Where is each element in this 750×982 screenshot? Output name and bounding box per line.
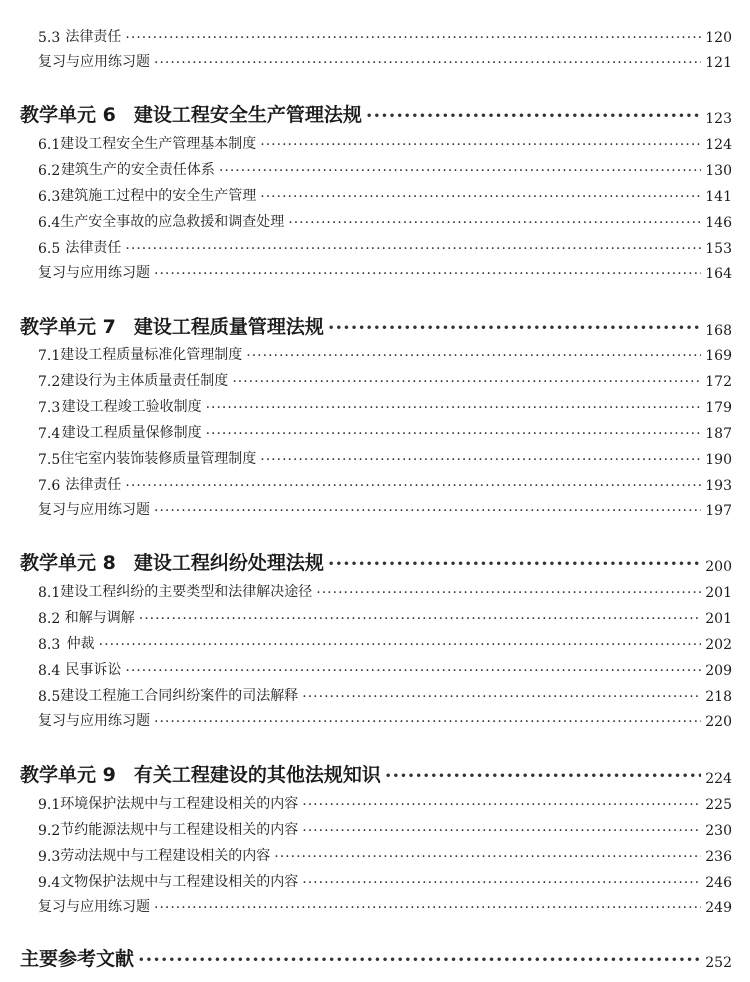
entry-title: 复习与应用练习题 (38, 265, 150, 281)
entry-number: 9.2 (38, 823, 61, 839)
unit-number: 教学单元 8 (20, 552, 116, 574)
entry-title: 建设工程安全生产管理基本制度 (60, 136, 257, 152)
entry-number: 6.2 (38, 163, 61, 179)
entry-title: 法律责任 (65, 29, 122, 45)
page-number: 202 (705, 637, 732, 653)
entry-title: 建设工程纠纷的主要类型和法律解决途径 (60, 584, 313, 600)
unit-number: 教学单元 7 (20, 316, 116, 338)
leader-dots (302, 689, 701, 705)
leader-dots (154, 266, 701, 282)
entry-number: 7.5 (38, 452, 61, 468)
leader-dots (366, 105, 701, 127)
entry-number: 8.3 (38, 637, 61, 653)
entry-number: 7.3 (38, 400, 61, 416)
leader-dots (138, 949, 701, 971)
page-number: 220 (705, 714, 732, 730)
entry-title: 复习与应用练习题 (38, 54, 150, 70)
unit-number: 教学单元 6 (20, 104, 116, 126)
page-number: 209 (705, 663, 732, 679)
page-number: 224 (705, 771, 732, 787)
page-number: 246 (705, 875, 732, 891)
entry-title: 民事诉讼 (65, 662, 122, 678)
toc-entry[interactable] (38, 867, 732, 891)
entry-number: 7.2 (38, 374, 61, 390)
leader-dots (206, 426, 702, 442)
page-number: 172 (705, 374, 732, 390)
leader-dots (316, 585, 701, 601)
entry-number: 6.4 (38, 215, 61, 231)
toc-entry[interactable] (38, 340, 732, 364)
page-number: 124 (705, 137, 732, 153)
toc-entry[interactable] (38, 155, 732, 179)
page-number: 230 (705, 823, 732, 839)
page-number: 249 (705, 900, 732, 916)
page-number: 168 (705, 323, 732, 339)
page-number: 201 (705, 585, 732, 601)
entry-title: 住宅室内装饰装修质量管理制度 (60, 451, 257, 467)
unit-title: 建设工程质量管理法规 (133, 316, 324, 338)
entry-title: 节约能源法规中与工程建设相关的内容 (60, 822, 299, 838)
page-number: 190 (705, 452, 732, 468)
toc-entry-review[interactable] (38, 892, 732, 916)
entry-title: 复习与应用练习题 (38, 502, 150, 518)
entry-number: 5.3 (38, 30, 61, 46)
page-number: 252 (705, 955, 732, 971)
toc-entry[interactable] (38, 233, 732, 257)
toc-entry[interactable] (38, 392, 732, 416)
toc-entry[interactable] (38, 841, 732, 865)
entry-number: 8.2 (38, 611, 61, 627)
toc-entry[interactable] (38, 470, 732, 494)
entry-number: 9.1 (38, 797, 61, 813)
toc-entry-review[interactable] (38, 258, 732, 282)
page-number: 218 (705, 689, 732, 705)
page-number: 164 (705, 266, 732, 282)
references-heading[interactable] (20, 941, 732, 971)
toc-entry[interactable] (38, 181, 732, 205)
page-number: 201 (705, 611, 732, 627)
leader-dots (288, 215, 701, 231)
toc-entry[interactable] (38, 815, 732, 839)
leader-dots (302, 823, 701, 839)
leader-dots (385, 765, 701, 787)
leader-dots (302, 875, 701, 891)
entry-number: 9.3 (38, 849, 61, 865)
toc-entry[interactable] (38, 418, 732, 442)
entry-title: 环境保护法规中与工程建设相关的内容 (60, 796, 299, 812)
entry-title: 仲裁 (66, 636, 95, 652)
leader-dots (232, 374, 701, 390)
leader-dots (154, 55, 701, 71)
page-number: 187 (705, 426, 732, 442)
references-title: 主要参考文献 (20, 948, 135, 970)
entry-number: 6.3 (38, 189, 61, 205)
entry-title: 文物保护法规中与工程建设相关的内容 (60, 874, 299, 890)
entry-number: 8.1 (38, 585, 61, 601)
entry-number: 6.5 (38, 241, 61, 257)
leader-dots (154, 900, 701, 916)
unit-title: 有关工程建设的其他法规知识 (133, 764, 381, 786)
entry-title: 复习与应用练习题 (38, 899, 150, 915)
unit-heading-7[interactable] (20, 309, 732, 339)
entry-number: 7.4 (38, 426, 61, 442)
entry-title: 建筑生产的安全责任体系 (60, 162, 215, 178)
toc-entry[interactable] (38, 603, 732, 627)
toc-entry[interactable] (38, 629, 732, 653)
unit-heading-8[interactable] (20, 545, 732, 575)
page-number: 130 (705, 163, 732, 179)
page-number: 200 (705, 559, 732, 575)
leader-dots (125, 30, 701, 46)
toc-entry-review[interactable] (38, 47, 732, 71)
entry-title: 生产安全事故的应急救援和调查处理 (60, 214, 285, 230)
page-number: 236 (705, 849, 732, 865)
entry-title: 建设工程竣工验收制度 (61, 399, 202, 415)
entry-title: 复习与应用练习题 (38, 713, 150, 729)
page-number: 153 (705, 241, 732, 257)
leader-dots (125, 663, 701, 679)
unit-heading-6[interactable] (20, 97, 732, 127)
toc-entry[interactable] (38, 22, 732, 46)
leader-dots (274, 849, 701, 865)
entry-number: 8.5 (38, 689, 61, 705)
page-number: 197 (705, 503, 732, 519)
entry-number: 8.4 (38, 663, 61, 679)
page-number: 225 (705, 797, 732, 813)
toc-entry[interactable] (38, 577, 732, 601)
leader-dots (125, 241, 701, 257)
entry-title: 法律责任 (65, 240, 122, 256)
leader-dots (125, 478, 701, 494)
unit-heading-9[interactable] (20, 757, 732, 787)
leader-dots (246, 348, 701, 364)
toc-entry[interactable] (38, 444, 732, 468)
leader-dots (260, 189, 701, 205)
toc-entry-review[interactable] (38, 706, 732, 730)
leader-dots (139, 611, 702, 627)
entry-title: 建筑施工过程中的安全生产管理 (60, 188, 257, 204)
page-number: 141 (705, 189, 732, 205)
unit-title: 建设工程安全生产管理法规 (133, 104, 362, 126)
page-number: 169 (705, 348, 732, 364)
entry-number: 9.4 (38, 875, 61, 891)
toc-entry[interactable] (38, 129, 732, 153)
toc-entry[interactable] (38, 207, 732, 231)
toc-entry[interactable] (38, 366, 732, 390)
entry-title: 建设工程质量保修制度 (61, 425, 202, 441)
toc-entry[interactable] (38, 789, 732, 813)
leader-dots (328, 317, 701, 339)
toc-entry[interactable] (38, 655, 732, 679)
unit-title: 建设工程纠纷处理法规 (133, 552, 324, 574)
entry-number: 7.1 (38, 348, 61, 364)
leader-dots (154, 503, 701, 519)
page-number: 146 (705, 215, 732, 231)
page-number: 179 (705, 400, 732, 416)
page-number: 123 (705, 111, 732, 127)
page-number: 193 (705, 478, 732, 494)
leader-dots (99, 637, 702, 653)
leader-dots (328, 553, 701, 575)
entry-title: 法律责任 (65, 477, 122, 493)
entry-title: 建设工程施工合同纠纷案件的司法解释 (60, 688, 299, 704)
leader-dots (260, 137, 701, 153)
leader-dots (219, 163, 701, 179)
leader-dots (154, 714, 701, 730)
toc-entry[interactable] (38, 681, 732, 705)
unit-number: 教学单元 9 (20, 764, 116, 786)
entry-title: 建设工程质量标准化管理制度 (60, 347, 243, 363)
page-number: 121 (705, 55, 732, 71)
entry-number: 6.1 (38, 137, 61, 153)
entry-title: 建设行为主体质量责任制度 (60, 373, 229, 389)
leader-dots (206, 400, 702, 416)
entry-number: 7.6 (38, 478, 61, 494)
entry-title: 和解与调解 (64, 610, 135, 626)
toc-entry-review[interactable] (38, 495, 732, 519)
leader-dots (302, 797, 701, 813)
page-number: 120 (705, 30, 732, 46)
leader-dots (260, 452, 701, 468)
entry-title: 劳动法规中与工程建设相关的内容 (60, 848, 271, 864)
